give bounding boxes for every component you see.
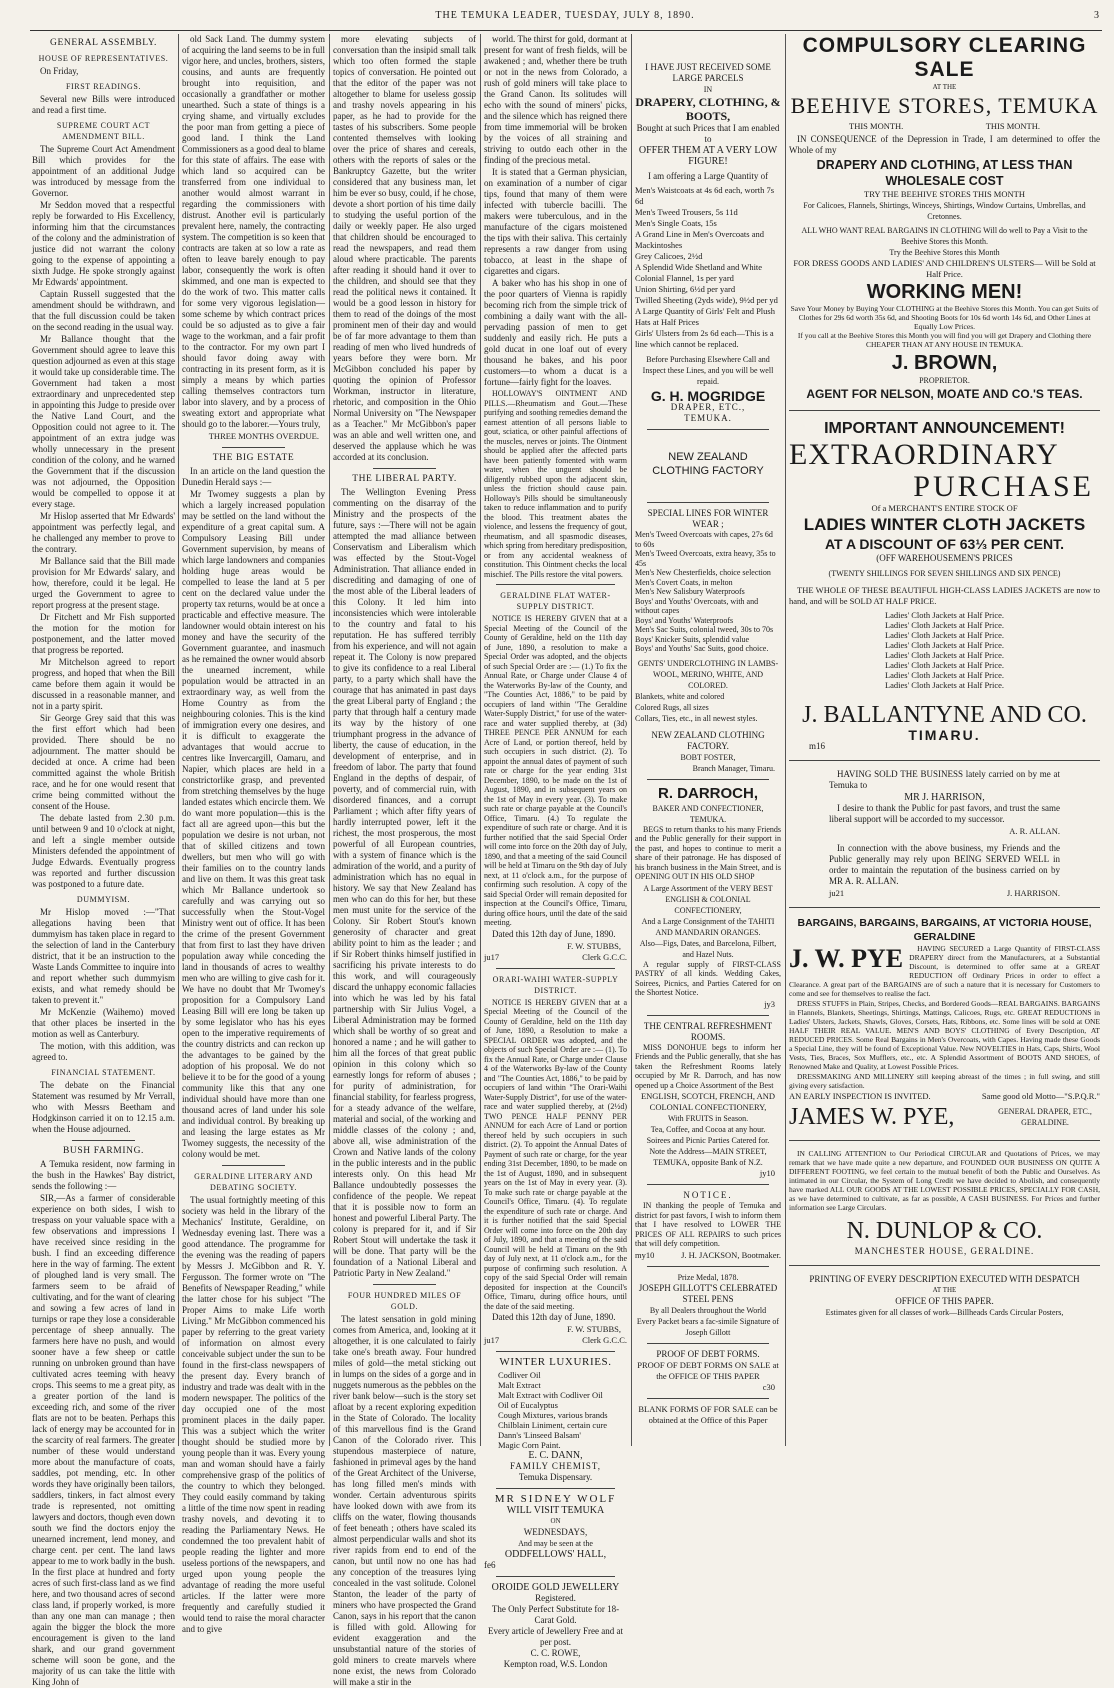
ad-item: Ladies' Cloth Jackets at Half Price.: [884, 680, 1005, 690]
ad-item: Chilblain Liniment, certain cure: [498, 1420, 608, 1430]
ad-line: WEDNESDAYS,: [523, 1527, 588, 1537]
ad-headline: PURCHASE: [913, 470, 1094, 503]
ad-item-list: [789, 610, 1100, 690]
ad-body: I desire to thank the Public for past favors, and trust the same liberal support will be accorded to my successor.: [829, 803, 1060, 824]
ad-item: Magic Corn Paint.: [498, 1440, 561, 1450]
ad-heading: IMPORTANT ANNOUNCEMENT!: [824, 420, 1065, 437]
ad-body: HAVING SOLD THE BUSINESS lately carried on by me at Temuka to: [829, 769, 1060, 790]
ad-line: Note the Address—MAIN STREET, TEMUKA, opposite Bank of N.Z.: [649, 1147, 767, 1167]
ad-heading: BARGAINS, BARGAINS, BARGAINS, AT VICTORIA HOUSE, GERALDINE: [797, 917, 1092, 943]
notice-footer: [484, 952, 627, 963]
ad-line: GENERAL DRAPER, ETC., GERALDINE.: [998, 1107, 1092, 1127]
reference-mark: fe6: [484, 1560, 496, 1570]
ad-line: OFFER THEM AT A VERY LOW FIGURE!: [638, 145, 778, 167]
ad-signature-row: [789, 1102, 1100, 1132]
masthead-rule: [30, 30, 1102, 31]
ad-line: THIS MONTH.: [985, 121, 1040, 131]
ad-item: Men's Waistcoats at 4s 6d each, worth 7s 6d: [635, 185, 775, 206]
ad-line: Registered.: [535, 1593, 576, 1603]
reference-mark: ju17: [484, 951, 500, 962]
ad-line: PROOF OF DEBT FORMS ON SALE at the OFFICE OF THIS PAPER: [637, 1359, 779, 1381]
notice-signature: F. W. STUBBS,: [567, 1324, 621, 1334]
masthead: [30, 10, 1100, 28]
ad-item: Oil of Eucalyptus: [498, 1400, 558, 1410]
reference-mark: ju17: [484, 1335, 500, 1345]
notice-body: NOTICE IS HEREBY GIVEN that at a Special Meeting of the Council of the County of Geraldine, held on the 11th day of June, 1890, a resolution to make a Special Order was adopted, and the objects of such Special Order are :— (1.) To fix the Annual Rate, or Charge under Clause 4 of the Waterworks By-law of the County, and "The Counties Act, 1886," to be paid by occupiers of land within "The Geraldine Water-Supply District," for use of the water-race and water supplied thereby, at (3d) THREE PENCE PER ANNUM for each Acre of Land, or portion thereof, held by such occupiers in such district. (2). To appoint the annual dates of payment of such rate or charge for the year ending 31st December, 1890, to be made on the 1st of August, 1890, and in subsequent years on the 1st of May in every year. (3). To make such rate or charge payable at the Council's Office, Timaru. (4.) To regulate the expenditure of such rate or charge. And it is further notified that the said Special Order will come into force on the 20th day of July, 1890, and that a meeting of the said Council will be held at Timaru on the 9th day of July next, at 11 o'clock a.m., for the purpose of confirming such resolution. A copy of the said Special Order will remain deposited for inspection at the Council's Office, Timaru, during office hours, until the date of the said meeting.: [484, 614, 627, 927]
ad-line: Same good old Motto—"S.P.Q.R.": [981, 1091, 1100, 1101]
ad-line: Bought at such Prices that I am enabled to: [636, 123, 780, 144]
ad-title: FAMILY CHEMIST,: [510, 1461, 601, 1471]
ad-item: Boys' and Youths' Overcoats, with and without capes: [635, 596, 759, 615]
subheading: HOUSE OF REPRESENTATIVES.: [38, 54, 169, 63]
paragraph: The usual fortnightly meeting of this society was held in the library of the Mechanics' Institute, Geraldine, on Wednesday evening last. There was a good attendance. The programme for the evening was the reading of papers by Messrs J. McGibbon and R. Y. Fergusson. The former wrote on "The Benefits of Newspaper Reading," while the latter chose for his subject "The Proper Aims to make Life worth Living." Mr McGibbon commenced his paper by referring to the great variety of information on almost every conceivable subject under the sun to be found in the first-class newspapers of the present day. Every branch of industry and trade was dealt with in the modern newspaper. The politics of the day occupied one of the most prominent places in the daily paper. This was a subject which the writer thought should be studied more by young people than it was. Every young man and woman should have a fairly comprehensive grasp of the politics of the country to which they belonged. They could easily command by taking a little of the time now spent in reading trashy novels, and devoting it to reading the Parliamentary News. He condemned the too prevalent habit of people reading the lighter and more useless portions of the newspapers, and urged upon young people the advantage of reading the more useful articles. If the latter were more frequently and carefully studied it would tend to raise the moral character and to give: [182, 1195, 325, 1634]
notice-clerk: Clerk G.C.C.: [582, 951, 627, 962]
ad-heading: COMPULSORY CLEARING SALE: [802, 34, 1087, 81]
ad-body: IN CONSEQUENCE of the Depression in Trade, I am determined to offer the Whole of my: [789, 134, 1100, 155]
ad-body: IN CALLING ATTENTION to Our Periodical CIRCULAR and Quotations of Prices, we may remark that we have made quite a new departure, and FOUNDED OUR BUSINESS ON QUITE A DIFFERENT FOOTING, we feel certain to the mutual benefit of both the Public and Ourselves. As intimated in our Circular, the System of Long Credit we have decided to Abolish, and consequently have marked ALL OUR GOODS AT THE LOWEST POSSIBLE PRICES, SPECIALLY FOR CASH, as we have determined to cultivate, as far as possible, A CASH BUSINESS. For Prices and further information see Large Circulars.: [789, 1149, 1100, 1212]
paragraph: A baker who has his shop in one of the poor quarters of Vienna is rapidly becoming rich from the simple trick of combining a daily want with the all-pervading passion of men to get suddenly and easily rich. He puts a gold ducat in one loaf out of every thousand he bakes, and his poor customers—to whom a ducat is a fortune—fairly fight for the loaves.: [484, 278, 627, 387]
ad-item-list: [484, 1370, 627, 1450]
ad-line: C. C. ROWE,: [530, 1648, 581, 1658]
paragraph: old Sack Land. The dummy system of acquiring the land seems to be in full vigor here, and uncles, brothers, sisters, cousins, and aunts are frequently brought into requisition, and occasionally a grandfather or mother unearthed. Such a state of things is a crying shame, and virtually excludes the poor man from getting a piece of good land. I think the Land Commissioners as a good deal to blame for this state of affairs. The ease with which land so acquired can be transferred from one individual to another would almost warrant in regarding the commissioners with distrust. Another evil is particularly prevalent here, namely, the contracting system. The competition is so keen that contracts are taken at so low a rate as often to leave barely enough to pay labor, consequently the work is often skimmed, and one man is expected to do the work of two. This matter calls for some very vigorous legislation—some scheme by which contract prices could be so adjusted as to give a fair wage to the workman, and a fair profit to the contractor. For my own part I should favor doing away with contracting in its present form, as it is simply a means by which parties calling themselves contractors turn labor into slavery, and by a process of sweating extort and appropriate what should go to the laborer.—Yours truly,: [182, 34, 325, 429]
ad-heading: WORKING MEN!: [866, 281, 1023, 303]
ad-name: J. BALLANTYNE AND CO.: [802, 702, 1087, 728]
paragraph: Dr Fitchett and Mr Fish supported the motion for the motion for postponement, and the latter moved that progress be reported.: [32, 612, 175, 655]
ad-line: Also—Figs, Dates, and Barcelona, Filbert, and Hazel Nuts.: [639, 938, 777, 959]
ad-item: Men's Tweed Trousers, 5s 11d: [635, 207, 738, 217]
ad-item: Malt Extract with Codliver Oil: [498, 1390, 603, 1400]
notice-heading: ORARI-WAIHI WATER-SUPPLY DISTRICT.: [492, 974, 619, 995]
ad-line: Kempton road, W.S. London: [503, 1659, 608, 1669]
ad-body: HAVING SECURED a Large Quantity of FIRST-CLASS DRAPERY direct from the Manufacturers, at a Substantial Discount, is determined to offer same at a GREAT REDUCTION off Ordinary Prices in order to effect a Clearance. A great part of the BARGAINS are of such a nature that it is necessary for Customers to come and see for themselves to realise the fact.: [789, 944, 1100, 998]
reference-mark: jy3: [764, 998, 775, 1009]
paragraph: The debate on the Financial Statement was resumed by Mr Verrall, who with Messrs Beetham and Hodgkinson carried it on to 12.15 a.m. when the House adjourned.: [32, 1080, 175, 1134]
divider: [647, 1015, 769, 1016]
paragraph: Sir George Grey said that this was the first effort which had been provided. There should be no adjournment. The matter should be decided at once. A crime had been committed against the whole British race, and he for one would resent that crime being committed without the consent of the House.: [32, 713, 175, 811]
ad-line: AT THE: [932, 83, 957, 91]
ad-item: Union Shirting, 6½d per yard: [635, 284, 736, 294]
ad-name: BEEHIVE STORES, TEMUKA: [790, 93, 1099, 118]
ad-body: A regular supply of FIRST-CLASS PASTRY of all kinds. Wedding Cakes, Soirees, Picnics, and Parties Catered for on the Shortest Notice.: [635, 959, 781, 997]
ad-line: (TWENTY SHILLINGS FOR SEVEN SHILLINGS AND SIX PENCE): [828, 569, 1061, 578]
divider: [222, 1165, 285, 1166]
ad-heading: PRINTING OF EVERY DESCRIPTION EXECUTED WITH DESPATCH: [809, 1274, 1080, 1284]
column-rule: [178, 34, 179, 1446]
divider: [647, 502, 769, 503]
ad-line: DRAPER, ETC.,: [670, 402, 746, 412]
subheading: SUPREME COURT ACT AMENDMENT BILL.: [56, 121, 151, 141]
ad-line: ODDFELLOWS' HALL,: [504, 1549, 607, 1560]
ad-line: A Large Assortment of the VERY BEST ENGLISH & COLONIAL CONFECTIONERY,: [643, 883, 773, 915]
divider: [222, 447, 285, 448]
subheading: DUMMYISM.: [76, 895, 131, 904]
ad-line: Prize Medal, 1878.: [677, 1272, 739, 1282]
divider: [789, 1265, 1100, 1266]
ad-item: A Splendid Wide Shetland and White Colonial Flannel, 1s per yard: [635, 262, 763, 283]
paragraph: Mr Mitchelson agreed to report progress, and hoped that when the Bill came before them again it would be discussed in a reasonable manner, and not in a party spirit.: [32, 657, 175, 711]
ad-item: Men's Tweed Overcoats, extra heavy, 35s to 45s: [635, 549, 776, 568]
ad-line: With FRUITS in Season.: [667, 1114, 749, 1123]
column-rule: [329, 34, 330, 1446]
ad-line: Save Your Money by Buying Your CLOTHING at the Beehive Stores this Month. You can get Suits of Clothes for 29s 6d worth 35s 6d, and Shooting Boots for 10s 6d worth 14s 6d, and Other Lines at Equally Low Prices.: [790, 304, 1099, 331]
divider: [496, 968, 615, 969]
ad-line: I HAVE JUST RECEIVED SOME LARGE PARCELS: [645, 62, 771, 83]
paragraph: world. The thirst for gold, dormant at present for want of fresh fields, will be awakened ; and, whether there be truth or not in the news from Colorado, a rush of gold miners will take place to the Grand Canon. Its solitudes will echo with the sound of miners' picks, and the silence which has reigned there from time immemorial will be broken by the voices of all straining and striving to outdo each other in the finding of the precious metal.: [484, 34, 627, 165]
column-rule: [480, 34, 481, 1446]
paragraph: Mr Hislop moved :—"That allegations having been that dummyism has taken place in regard to the selection of land in the Canterbury district, that it be an instruction to the Waste Lands Committee to inquire into and report whether such dummyism exists, and what remedy should be taken to prevent it.": [32, 907, 175, 1005]
signature: THREE MONTHS OVERDUE.: [208, 431, 319, 441]
ad-item: A Large Quantity of Girls' Felt and Plush Hats at Half Prices: [635, 306, 775, 327]
ad-name: N. DUNLOP & CO.: [846, 1218, 1043, 1244]
paragraph: The debate lasted from 2.30 p.m. until between 9 and 10 o'clock at night, and left a single member outside Ministers defended the appointment of Judge Edwards. Eventually progress was reported and further discussion was postponed to a future date.: [32, 813, 175, 889]
paragraph: Several new Bills were introduced and read a first time.: [32, 94, 175, 115]
ad-line: And may be seen at the: [518, 1539, 593, 1548]
ad-body: BEGS to return thanks to his many Friends and the Public generally for their support in the past, and hopes to continue to merit a share of their patronage. He has disposed of his branch business in the Main Street, and is OPENING OUT IN HIS OLD SHOP: [635, 824, 781, 881]
ad-line: TRY THE BEEHIVE STORES THIS MONTH: [864, 189, 1025, 199]
ad-heading: LADIES WINTER CLOTH JACKETS: [803, 515, 1086, 534]
notice-footer: [484, 1335, 627, 1346]
ad-line: Before Purchasing Elsewhere Call and Inspect these Lines, and you will be well repaid.: [642, 355, 774, 386]
paragraph: The motion, with this addition, was agreed to.: [32, 1041, 175, 1062]
ad-heading: NOTICE.: [683, 1190, 733, 1200]
ad-line: WILL VISIT TEMUKA: [506, 1505, 605, 1516]
ad-line: AGENT FOR NELSON, MOATE AND CO.'S TEAS.: [806, 387, 1083, 401]
ad-item: Men's Tweed Overcoats with capes, 27s 6d to 60s: [635, 530, 773, 549]
paragraph: Mr Ballance thought that the Government should agree to leave this question adjourned as even at this stage it would take up considerable time. The Government had taken a most extraordinary and unprecedented step in appointing this Judge to preside over the Native Land Court, and the Opposition could not agree to it. The appointment of an extra judge was wholly unnecessary in the present condition of the colony, and he warned the Government that if the discussion was not adjourned, the Opposition would be compelled to oppose it at every stage.: [32, 334, 175, 509]
ad-line: I am offering a Large Quantity of: [647, 171, 769, 181]
ad-line: (OFF WAREHOUSEMEN'S PRICES: [876, 553, 1013, 563]
subheading: FINANCIAL STATEMENT.: [51, 1068, 156, 1077]
column-rule: [785, 34, 786, 1446]
ad-item: Ladies' Cloth Jackets at Half Price.: [884, 650, 1005, 660]
divider: [496, 1351, 615, 1352]
ad-line: Of a MERCHANT'S ENTIRE STOCK OF: [871, 503, 1018, 513]
column-2: [182, 34, 325, 1634]
ad-item: A Grand Line in Men's Overcoats and Mackintoshes: [635, 229, 764, 250]
divider: [647, 429, 769, 430]
paragraph: A Temuka resident, now farming in the bush in the Hawkes' Bay district, sends the following :—: [32, 1159, 175, 1191]
paragraph: It is stated that a German physician, on examination of a number of cigar tips, found that many of them were infected with tubercle bacilli. The makers were tuberculous, and in the manufacture of the cigars moistened the tips with their saliva. This certainly represents a raw danger from using tobacco, at least in the shape of cigarettes and cigars.: [484, 167, 627, 276]
ad-line: Every Packet bears a fac-simile Signature of Joseph Gillott: [636, 1316, 780, 1337]
ad-item-list: [635, 530, 781, 654]
ad-item: Men's Sac Suits, colonial tweed, 30s to 70s: [635, 625, 774, 634]
reference-mark: c30: [762, 1381, 775, 1392]
paragraph: Captain Russell suggested that the amendment should be withdrawn, and that the full discussion could be taken on the second reading in the usual way.: [32, 289, 175, 332]
divider: [496, 1488, 615, 1489]
paragraph: Mr Seddon moved that a respectful reply be forwarded to His Excellency, informing him that the circumstances of the colony and the administration of justice did not warrant the colony going to the expense of appointing a sixth Judge. He spoke strongly against Mr Edwards' appointment.: [32, 200, 175, 287]
ad-line: Branch Manager, Timaru.: [692, 763, 775, 773]
column-5: [635, 34, 781, 1456]
section-heading: THE LIBERAL PARTY.: [352, 474, 457, 484]
ad-body: In connection with the above business, my Friends and the Public generally may rely upon BEING SERVED WELL in order to maintain the reputation of the business carried on by MR A. R. ALLAN.: [829, 843, 1060, 886]
ad-line: Every article of Jewellery Free and at per post.: [488, 1626, 623, 1647]
ad-item: Ladies' Cloth Jackets at Half Price.: [884, 660, 1005, 670]
ad-line: TEMUKA.: [684, 413, 732, 423]
divider: [72, 1140, 135, 1141]
paragraph: The Wellington Evening Press commenting on the disarray of the Ministry and the prospects of the future, says :—There will not be again attempted the mad alliance between Conservatism and Liberalism which was effected by the Stout-Vogel Administration. That alliance ended in discrediting and damaging of one of the most able of the Liberal leaders of this Colony. It led him into inconsistencies which were intolerable to the country and fatal to his reputation. He has suffered terribly from his experience, and will not again repeat it. The Colony is now prepared to give its confidence to a real Liberal party, to a party which shall have the courage that has animated in past days the great Liberal party of England ; the party that through half a century made its way by the history of one triumphant progress in the advance of liberty, the cause of education, in the development of enterprise, and in freedom of labor. The party that found England in the depths of despair, of poverty, and of commercial ruin, with disordered finances, and a corrupt Parliament ; which after fifty years of hardly interrupted power, left it the richest, the most prosperous, the most powerful of all European countries, with a system of finance which is the admiration of the world, and a purity of administration which has no equal in history. We say that New Zealand has men who can do this for her, but these men must unite for the service of the Colony. Sir Robert Stout's known generosity of character and great ability point to him as the leader ; and if Sir Robert thinks himself justified in sacrificing his private interests to do this work, and will courageously discard the unhappy economic fallacies into which he was led by his fatal partnership with Sir Julius Vogel, a Liberal Administration may be formed which shall be worthy of so great and honored a name ; and he will gather to him all the forces of that great public opinion in this colony which so earnestly longs for reform of abuses ; for purity of administration, for financial stability, for fearless progress, for a steady advance of the welfare, material and social, of the working and middle classes of the colony ; and, above all, wise administration of the Crown and Native lands of the colony in the public interests and in the public interests only. On this head Mr Ballance undoubtedly possesses the confidence of the people. We repeat that it is possible now to form an honest and powerful Liberal Party. The colony is prepared for it, and if Sir Robert Stout will undertake the task it will be done. That party will be the foundation of a National Liberal and Patriotic Party in New Zealand.": [333, 487, 476, 1278]
ad-body: THE WHOLE OF THESE BEAUTIFUL HIGH-CLASS LADIES JACKETS are now to hand, and will be SOLD AT HALF PRICE.: [789, 585, 1100, 606]
ad-line: Estimates given for all classes of work—Billheads Cards Circular Posters,: [825, 1308, 1064, 1317]
ad-footer: [789, 888, 1100, 899]
ad-body: IN thanking the people of Temuka and district for past favors, I wish to inform them that I have resolved to LOWER THE PRICES OF ALL REPAIRS to such prices that will defy competition.: [635, 1201, 781, 1248]
paragraph: SIR,—As a farmer of considerable experience on both sides, I wish to trespass on your valuable space with a few observations and impressions I have received since residing in the bush. I find an exceeding difference here in the way of farming. The extent of ploughed land is very small. The farmers seem to be afraid of cultivating, and for the want of clearing and sowing a few acres of land in turnips or rape they lose a considerable percentage of sheep annually. The farmers here have no push, and would sooner have a few sheep or cattle running on unbroken ground than have cultivated acres teeming with heavy crops. This seems to me a great pity, as a greater portion of the land is exceeding rich, and some of the river flats are not to be beaten. Perhaps this lack of energy may be accounted for in the scarcity of real farmers. The greater number of these would understand more about the manufacture of coats, saddles, pot mending, etc. In other words they have originally been tailors, saddlers, tinkers, in fact almost every trade is represented, not omitting lawyers and doctors, though even down south we find the doctors enjoy the unearned increment, lend money, and charge cent. per cent. The land laws appear to me to work badly in the bush. In the first place at hundred and forty acres of such first-class land as we find here, and two thousand acres of second class land, if properly worked, is more than any one man can manage ; then again the bigger the block the more encouragement is given to the land shark, and our grand government scheme will soon be gone, and the majority of us can take the little with King John of: [32, 1193, 175, 1687]
divider: [496, 1576, 615, 1577]
ad-item: Men's New Salisbury Waterproofs: [635, 587, 745, 596]
ad-line: PROPRIETOR.: [919, 376, 970, 385]
ad-heading: AT A DISCOUNT OF 63⅓ PER CENT.: [824, 536, 1065, 552]
divider: [647, 1184, 769, 1185]
ad-item: Boys' Knicker Suits, splendid value: [635, 634, 750, 644]
ad-line: AT THE: [932, 1286, 957, 1294]
ad-heading: NEW ZEALAND CLOTHING FACTORY: [652, 451, 764, 477]
ad-heading: THE CENTRAL REFRESHMENT ROOMS.: [643, 1020, 773, 1042]
divider: [789, 760, 1100, 761]
paragraph: On Friday,: [40, 66, 79, 76]
ad-item: Girls' Ulsters from 2s 6d each—This is a line which cannot be replaced.: [635, 328, 774, 349]
ad-heading: JOSEPH GILLOTT'S CELEBRATED STEEL PENS: [638, 1282, 778, 1304]
ad-heading: PROOF OF DEBT FORMS.: [656, 1348, 760, 1359]
ad-item: Codliver Oil: [498, 1370, 541, 1380]
ad-line: The Only Perfect Substitute for 18-Carat Gold.: [491, 1604, 620, 1625]
divider: [789, 907, 1100, 908]
ad-item: Ladies' Cloth Jackets at Half Price.: [884, 670, 1005, 680]
ad-item: Boys' and Youths' Sac Suits, good choice.: [635, 644, 769, 653]
ad-name: E. C. DANN,: [528, 1450, 583, 1461]
ad-headline: EXTRAORDINARY: [789, 438, 1059, 471]
notice-clerk: Clerk G.C.C.: [582, 1335, 627, 1345]
ad-item: Men's New Chesterfields, choice selection: [635, 568, 771, 577]
ad-place: Temuka Dispensary.: [518, 1472, 593, 1482]
divider: [647, 779, 769, 780]
ad-line: Blankets, white and colored: [635, 691, 725, 701]
ad-line: NEW ZEALAND CLOTHING FACTORY.: [651, 729, 765, 751]
masthead-title: THE TEMUKA LEADER, TUESDAY, JULY 8, 1890.: [435, 10, 695, 21]
ad-signature: JAMES W. PYE,: [789, 1104, 955, 1130]
ad-item: Twilled Sheeting (2yds wide), 9½d per yd: [635, 295, 778, 305]
paragraph: In an article on the land question the Dunedin Herald says :—: [182, 466, 325, 487]
paragraph: The Supreme Court Act Amendment Bill which provides for the appointment of an additional Judge was introduced by message from the Governor.: [32, 144, 175, 198]
ad-line: For Calicoes, Flannels, Shirtings, Winceys, Shirtings, Window Curtains, Umbrellas, and Cretonnes.: [803, 201, 1086, 221]
ad-name: J. W. PYE: [789, 944, 904, 973]
section-heading: THE BIG ESTATE: [212, 453, 295, 463]
ad-heading: DRAPERY AND CLOTHING, AT LESS THAN WHOLESALE COST: [816, 158, 1073, 188]
ad-line: Collars, Ties, etc., in all newest styles.: [635, 713, 758, 723]
divider: [496, 584, 615, 585]
ad-heading: WINTER LUXURIES.: [499, 1356, 612, 1368]
column-3: [333, 34, 476, 1687]
ad-item: Malt Extract: [498, 1380, 541, 1390]
section-heading: BUSH FARMING.: [63, 1146, 144, 1156]
ad-signature: J. HARRISON.: [1006, 888, 1060, 898]
paragraph: Mr McKenzie (Waihemo) moved that other places be inserted in the motion as well as Canterbury.: [32, 1007, 175, 1039]
ad-signature: J. H. JACKSON, Bootmaker.: [681, 1249, 781, 1260]
ad-line: Try the Beehive Stores this Month: [889, 248, 1000, 257]
paragraph: Mr Twomey suggests a plan by which a largely increased population may be settled on the land without the expenditure of a great capital sum. A Compulsory Leasing Bill under Government supervision, by means of which large landowners and companies holding huge areas would be compelled to lease the land at 5 per cent on the declared value under the property tax returns, would be at once a practicable and effective measure. The landowner would obtain interest on his money and have the security of the Government guarantee, and inasmuch as he remained the owner would absorb the unearned increment, while population would be attracted in an extraordinary way, as well from the Home Country as from the neighbouring colonies. This is the kind of immigration every one desires, and it is difficult to exaggerate the advantages that would accrue to centres like Invercargill, Oamaru, and Napier, which places are held in a constrictorlike grasp, and prevented from stretching themselves by the huge landed estates which encircle them. We do want more population—this is the fact all are agreed upon—this but the population we desire is not urban, not that of skilled citizens and town dwellers, but men who will go with their families on to the country lands and live on them. It was this great task which Mr Ballance undertook so carefully and was carrying out so successfully when the Stout-Vogel Ministry went out of office. It has been the crime of the present Government that from first to last they have driven population away while conceding the land in thousands of acres to wealthy men who are willing to give cash for it. We have no doubt that Mr Twomey's proposition for a Compulsory Land Leasing Bill will ere long be taken up by some legislator who has his eyes open to the imperative requirements of the country districts and can reckon up the advantages to be gained by the adoption of his proposal. We do not believe it to be for the good of a young community like this that any one individual should have more than one thousand acres of land under his sole and individual control. By breaking up and leasing the large estates as Mr Twomey suggests, the necessity of the colony would be met.: [182, 489, 325, 1159]
divider: [647, 1398, 769, 1399]
divider: [373, 468, 436, 469]
ad-heading: DRAPERY, CLOTHING, & BOOTS,: [635, 95, 781, 123]
ad-body: DRESSMAKING AND MILLINERY still keeping abreast of the times ; in full swing, and still giving every satisfaction.: [789, 1072, 1100, 1090]
ad-heading: MR SIDNEY WOLF: [494, 1493, 617, 1505]
column-1: [32, 34, 175, 1687]
ad-heading: OROIDE GOLD JEWELLERY: [491, 1582, 620, 1593]
section-heading: GENERAL ASSEMBLY.: [50, 38, 157, 48]
ad-line: ON: [550, 1517, 561, 1525]
ad-line: Tea, Coffee, and Cocoa at any hour.: [650, 1125, 766, 1134]
paragraph: The latest sensation in gold mining comes from America, and, looking at it altogether, it is one calculated to fairly take one's breath away. Four hundred miles of gold—the metal sticking out in lumps on the sides of a gorge and in nuggets numerous as the pebbles on the river bank below—such is the story set afloat by a recent exploring expedition in the State of Colorado. The locality of this marvellous find is the Grand Canon of the Colorado river. This stupendous masterpiece of nature, fashioned in primeval ages by the hand of the Great Architect of the Universe, has long filled men's minds with wonder. Certain adventurous spirits have looked down with awe from its cliffs on the water, flowing thousands of feet beneath ; others have scaled its almost perpendicular walls and shot its river rapids from end to end of the canon, but until now no one has had any conception of the treasures lying concealed in the vast solitude. Colonel Stanton, the leader of the party of miners who have prospected the Grand Canon, says in his report that the canon is filled with gold. Allowing for evident exaggeration and the unsubstantial nature of the stories of gold miners to create marvels where none exist, the news from Colorado will make a stir in the: [333, 1314, 476, 1687]
ad-line: MR J. HARRISON,: [904, 792, 985, 803]
ad-line: Soirees and Picnic Parties Catered for.: [646, 1136, 770, 1145]
divider: [647, 1343, 769, 1344]
ad-footer: [635, 1250, 781, 1261]
section-heading: FOUR HUNDRED MILES OF GOLD.: [347, 1291, 462, 1311]
column-rule: [631, 34, 632, 1446]
ad-line: IN: [703, 85, 713, 94]
reference-mark: my10: [635, 1249, 655, 1260]
ad-line: SPECIAL LINES FOR WINTER WEAR ;: [647, 508, 769, 529]
ad-line: OFFICE OF THIS PAPER.: [895, 1296, 994, 1306]
reference-mark: jy10: [759, 1168, 775, 1178]
notice-body: NOTICE IS HEREBY GIVEN that at a Special Meeting of the Council of the County of Geraldine, held on the 11th day of June, 1890, a Resolution to make a SPECIAL ORDER was adopted, and the objects of such Special Order are :— (1). To fix the Annual Rate, or Charge under Clause 4 of the Waterworks By-law of the County and "The Counties Act, 1886," to be paid by occupiers of land within "The Orari-Waihi Water-Supply District", for use of the water-race and water supplied thereby, at (2½d) TWO PENCE HALF PENNY PER ANNUM for each Acre of Land or portion thereof held by such occupiers in such district. (2). To appoint the Annual Dates of Payment of such rate or charge, for the year ending 31st December, 1890, to be made on the 1st of August, 1890, and in subsequent years on the 1st of May in every year. (3). To make such rate or charge payable at the Council's Office, Timaru. (4). To regulate the expenditure of such rate or charge. And it is further notified that the said Special Order will come into force on the 20th day of July, 1890, and that a meeting of the said Council will be held at Timaru on the 9th day of July next, at 11 o'clock a.m., for the purpose of confirming such resolution. A copy of the said Special Order will remain deposited for inspection at the Council's Office, Timaru, during office hours, until the date of the said meeting.: [484, 997, 627, 1311]
ad-signature: A. R. ALLAN.: [1009, 826, 1060, 836]
ad-body: MISS DONOHUE begs to inform her Friends and the Public generally, that she has taken the Refreshment Rooms lately occupied by Mr R. Darroch, and has now opened up a Choice Assortment of the Best: [635, 1042, 781, 1090]
ad-body: DRESS STUFFS in Plain, Stripes, Checks, and Bordered Goods—REAL BARGAINS. BARGAINS in Flannels, Blankets, Sheetings, Shirtings, Mattings, Calicoes, Rugs, etc. GREAT REDUCTIONS in Ladies' Ulsters, Jackets, Shawls, Gloves, Corsets, Hats, Ribbons, etc. Some lines will be sold at ONE HALF THEIR REAL VALUE. MEN'S AND BOYS' CLOTHING of Every Description, AT REDUCED PRICES. Some Real Bargains in Men's Overcoats, with Capes. Having made these Goods a Special Line, they will be found of Exceptional Value. New NOVELTIES in Hats, Caps, Shirts, Wool Vests, Ties, Braces, Sox Mufflers, etc., etc. A Splendid Assortment of BOOTS AND SHOES, of Renowned Make and Quality, at Lowest Possible Prices.: [789, 999, 1100, 1071]
ad-item: Men's Covert Coats, in melton: [635, 577, 733, 587]
ad-footer: [789, 1091, 1100, 1102]
ad-item: Ladies' Cloth Jackets at Half Price.: [884, 640, 1005, 650]
ad-month-row: [789, 119, 1100, 134]
paragraph: Mr Hislop asserted that Mr Edwards' appointment was perfectly legal, and he challenged any member to prove to the contrary.: [32, 511, 175, 554]
paragraph: Mr Ballance said that the Bill made provision for Mr Edwards' salary, and how, therefore, could it be legal. He urged the Government to agree to report progress at the present stage.: [32, 556, 175, 610]
notice-heading: GERALDINE FLAT WATER-SUPPLY DISTRICT.: [500, 591, 611, 611]
ad-item: Cough Mixtures, various brands: [498, 1410, 608, 1420]
ad-line: MANCHESTER HOUSE, GERALDINE.: [854, 1246, 1035, 1256]
ad-item: Grey Calicoes, 2½d: [635, 251, 703, 261]
ad-item: Ladies' Cloth Jackets at Half Price.: [884, 630, 1005, 640]
divider: [373, 1284, 436, 1285]
ad-line: TIMARU.: [908, 727, 981, 743]
ad-line: THIS MONTH.: [849, 121, 904, 131]
ad-item: Men's Single Coats, 15s: [635, 218, 717, 228]
column-6: [789, 34, 1100, 1456]
ad-signature: J. BROWN,: [891, 352, 998, 374]
advertisement-text: HOLLOWAY'S OINTMENT AND PILLS.—Rheumatism and Gout.—These purifying and soothing remedies demand the earnest attention of all persons liable to gout, sciatica, or other painful affections of the muscles, nerves or joints. The Ointment should be applied after the affected parts have been patiently fomented with warm water, when the unguent should be diligently rubbed upon the adjacent skin, unless the friction should cause pain. Holloway's Pills should be simultaneously taken to reduce inflammation and to purify the blood. This treatment abates the violence, and lessens the frequency of gout, rheumatism, and all spasmodic diseases, which spring from hereditary predisposition, or from any accidental weakness of constitution. This Ointment checks the local mischief. The Pills restore the vital powers.: [484, 389, 627, 579]
ad-item: Ladies' Cloth Jackets at Half Price.: [884, 610, 1005, 620]
section-heading: GERALDINE LITERARY AND DEBATING SOCIETY.: [194, 1172, 313, 1192]
ad-line: By all Dealers throughout the World: [649, 1305, 767, 1315]
reference-mark: m16: [809, 741, 826, 751]
notice-date: Dated this 12th day of June, 1890.: [492, 928, 616, 939]
ad-line: If you call at the Beehive Stores this Month you will find you will get Drapery and Clothing there CHEAPER THAN AT ANY HOUSE IN TEMUKA.: [797, 331, 1092, 349]
ad-name: G. H. MOGRIDGE: [650, 388, 766, 404]
ad-item-list: [635, 185, 781, 350]
ad-line: ENGLISH, SCOTCH, FRENCH, AND COLONIAL CONFECTIONERY,: [640, 1091, 776, 1112]
ad-line: ALL WHO WANT REAL BARGAINS IN CLOTHING Will do well to Pay a Visit to the Beehive Stores this Month.: [801, 226, 1088, 246]
ad-item: Boys' and Youths' Waterproofs: [635, 615, 734, 625]
divider: [789, 1140, 1100, 1141]
reference-mark: ju21: [829, 888, 845, 898]
ad-line: Colored Rugs, all sizes: [635, 702, 709, 712]
ad-line: GENTS' UNDERCLOTHING IN LAMBS-WOOL, MERINO, WHITE, AND COLORED.: [637, 658, 779, 690]
ad-name: R. DARROCH,: [658, 784, 758, 802]
notice-date: Dated this 12th day of June, 1890.: [492, 1312, 616, 1322]
subheading: FIRST READINGS.: [65, 82, 142, 91]
ad-line: And a Large Consignment of the TAHITI AND MANDARIN ORANGES.: [641, 916, 775, 937]
page-number: 3: [1094, 10, 1100, 21]
ad-line: BLANK FORMS OF FOR SALE can be obtained at the Office of this Paper: [638, 1403, 778, 1425]
divider: [789, 410, 1100, 411]
ad-item: Ladies' Cloth Jackets at Half Price.: [884, 620, 1005, 630]
divider: [647, 1266, 769, 1267]
ad-item: Dann's 'Linseed Balsam': [498, 1430, 581, 1440]
ad-line: FOR DRESS GOODS AND LADIES' AND CHILDREN'S ULSTERS— Will be Sold at Half Price.: [793, 258, 1096, 279]
ad-line: BOBT FOSTER,: [680, 752, 736, 762]
ad-line: BAKER AND CONFECTIONER, TEMUKA.: [652, 803, 764, 824]
notice-signature: F. W. STUBBS,: [567, 940, 621, 951]
column-4: [484, 34, 627, 1669]
paragraph: more elevating subjects of conversation than the insipid small talk which too often formed the staple topics of conversation. He pointed out that the editor of the paper was not altogether to blame for useless gossip and trashy novels appearing in his paper, as he had to provide for the tastes of his subscribers. Some people contented themselves with looking over the price of shares and cereals, others with the reports of sales or the Bankruptcy Gazette, but the writer considered that any business man, let him be ever so busy, could, if he chose, devote a short portion of his time daily to studying the useful portion of the daily or weekly paper. He also urged that children should be encouraged to read the newspapers, and read them aloud where practicable. The parents after reading it should hand it over to the children, and should see that they read the political news it contained. It would be a good lesson in history for them to read of the doings of the most prominent men of their day and would be of far more advantage to them than reading of men who lived hundreds of years before they were born. Mr McGibbon concluded his paper by quoting the opinion of Professor Workman, instructor in literature, rhetoric, and composition in the Ohio Normal University on "The Newspaper as a Teacher." Mr McGibbon's paper was an able and well written one, and deserved the applause which he was accorded at its conclusion.: [333, 34, 476, 462]
ad-line: AN EARLY INSPECTION IS INVITED.: [789, 1091, 931, 1101]
